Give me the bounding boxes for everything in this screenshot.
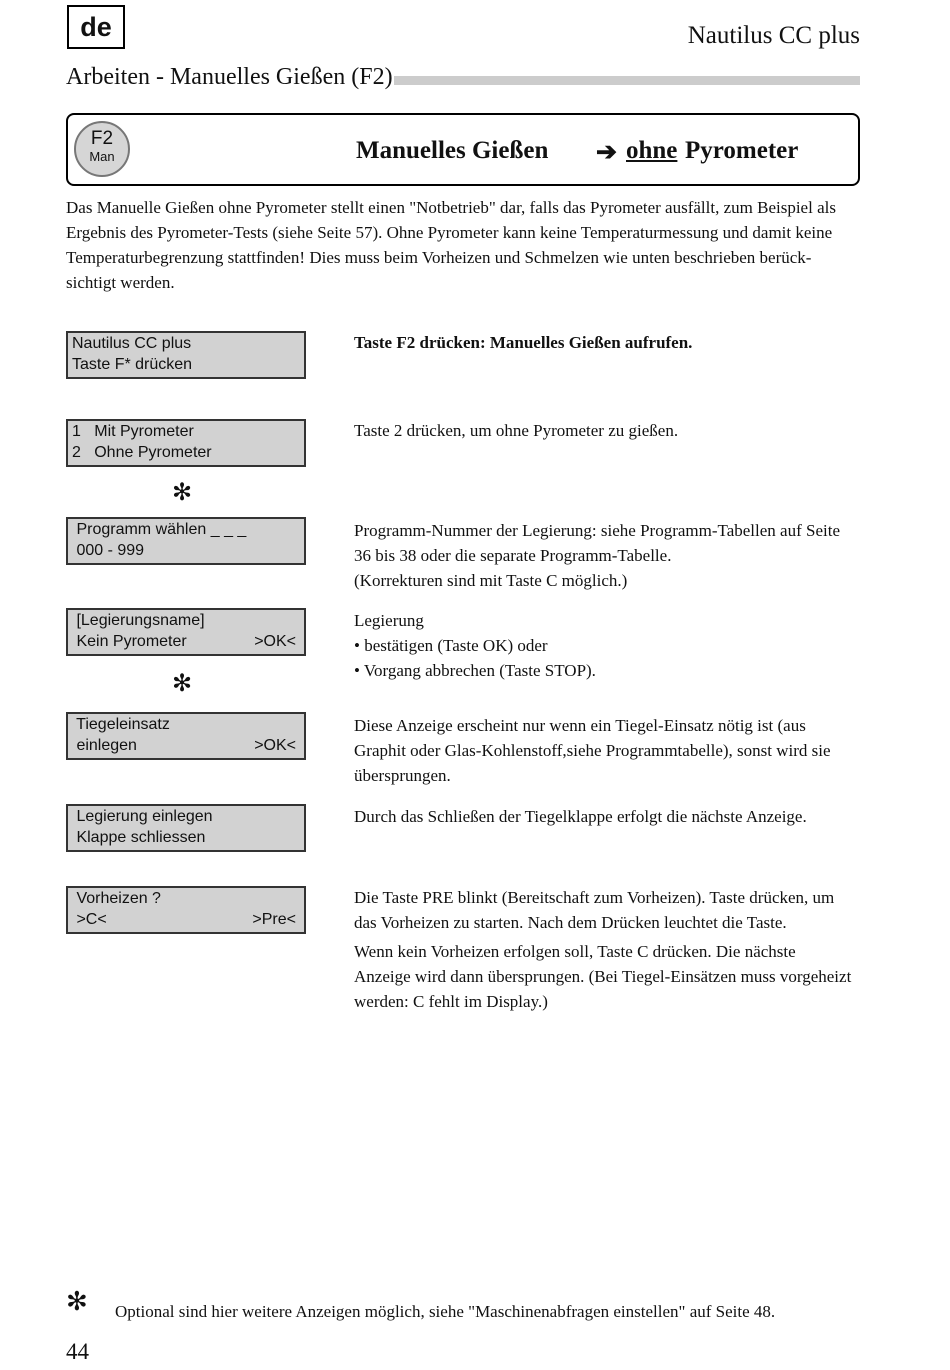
lcd-display xyxy=(66,804,306,852)
lcd-line-2 xyxy=(72,736,304,757)
f2-key-icon xyxy=(74,121,130,177)
lcd-line-1: Programm wählen _ _ _ xyxy=(72,521,247,538)
lcd-pre-prompt: >Pre< xyxy=(252,910,296,928)
optional-star-icon: ✻ xyxy=(172,669,193,697)
lcd-display xyxy=(66,886,306,934)
footnote-text: Optional sind hier weitere Anzeigen möglich, siehe "Maschinenabfragen einstellen" auf Seite 48. xyxy=(115,1302,776,1321)
lcd-ok-prompt: >OK< xyxy=(254,736,296,754)
banner-pyrometer: Pyrometer xyxy=(685,137,799,164)
desc-line: Anzeige wird dann übersprungen. (Bei Tiegel-Einsätzen muss vorgeheizt xyxy=(354,967,852,986)
lcd-line-2-text: >C< xyxy=(72,910,107,928)
step-description xyxy=(354,713,864,788)
lcd-line-2-text: Taste F* drücken xyxy=(72,355,193,373)
lcd-line-2-text: 2 Ohne Pyrometer xyxy=(72,443,212,461)
product-name: Nautilus CC plus xyxy=(687,22,860,49)
desc-line: werden: C fehlt im Display.) xyxy=(354,992,548,1011)
lcd-line-2-text: einlegen xyxy=(72,736,137,754)
footnote-star-icon: ✻ xyxy=(66,1287,88,1317)
lcd-line-2 xyxy=(72,828,304,849)
desc-line: (Korrekturen sind mit Taste C möglich.) xyxy=(354,571,628,590)
optional-star-icon: ✻ xyxy=(172,478,193,506)
step-description xyxy=(354,885,864,1014)
intro-paragraph xyxy=(66,195,866,295)
lcd-line-2 xyxy=(72,355,304,376)
lcd-line-2-text: 000 - 999 xyxy=(72,541,145,559)
key-label: F2 xyxy=(90,128,114,149)
desc-line: Programm-Nummer der Legierung: siehe Programm-Tabellen auf Seite xyxy=(354,521,840,540)
lcd-display xyxy=(66,608,306,656)
desc-line: Graphit oder Glas-Kohlenstoff,siehe Programmtabelle), sonst wird sie xyxy=(354,741,831,760)
lcd-line-2 xyxy=(72,541,304,562)
intro-line: sichtigt werden. xyxy=(66,273,175,292)
desc-line: übersprungen. xyxy=(354,766,451,785)
lcd-line-1: Tiegeleinsatz xyxy=(72,716,170,733)
banner-ohne: ohne xyxy=(626,137,678,164)
lcd-line-1: Vorheizen ? xyxy=(72,890,161,907)
intro-line: Temperaturbegrenzung stattfinden! Dies muss beim Vorheizen und Schmelzen wie unten beschrieben berück- xyxy=(66,248,812,267)
lcd-line-1: 1 Mit Pyrometer xyxy=(72,423,194,440)
lcd-line-2-text: Kein Pyrometer xyxy=(72,632,187,650)
desc-line: Die Taste PRE blinkt (Bereitschaft zum Vorheizen). Taste drücken, um xyxy=(354,888,835,907)
lcd-display xyxy=(66,712,306,760)
page-number: 44 xyxy=(66,1339,89,1364)
mode-banner xyxy=(66,113,860,186)
lcd-line-2 xyxy=(72,443,304,464)
desc-line: Durch das Schließen der Tiegelklappe erfolgt die nächste Anzeige. xyxy=(354,807,807,826)
lcd-display xyxy=(66,517,306,565)
lcd-line-2-text: Klappe schliessen xyxy=(72,828,206,846)
lcd-line-2 xyxy=(72,910,304,931)
lcd-line-1: Nautilus CC plus xyxy=(72,335,192,352)
step-description xyxy=(354,518,864,593)
desc-line: 36 bis 38 oder die separate Programm-Tabelle. xyxy=(354,546,672,565)
intro-line: Das Manuelle Gießen ohne Pyrometer stellt einen "Notbetrieb" dar, falls das Pyrometer ausfällt, zum Beispiel als xyxy=(66,198,836,217)
lcd-display xyxy=(66,419,306,467)
arrow-icon: ➔ xyxy=(596,139,617,166)
section-title: Arbeiten - Manuelles Gießen (F2) xyxy=(66,64,393,90)
desc-line: Wenn kein Vorheizen erfolgen soll, Taste C drücken. Die nächste xyxy=(354,942,796,961)
desc-line: das Vorheizen zu starten. Nach dem Drücken leuchtet die Taste. xyxy=(354,913,787,932)
intro-line: Ergebnis des Pyrometer-Tests (siehe Seite 57). Ohne Pyrometer kann keine Temperaturmessung und damit keine xyxy=(66,223,833,242)
desc-line: • bestätigen (Taste OK) oder xyxy=(354,636,548,655)
desc-line: Legierung xyxy=(354,611,424,630)
banner-title: Manuelles Gießen xyxy=(356,137,549,164)
desc-line: Diese Anzeige erscheint nur wenn ein Tiegel-Einsatz nötig ist (aus xyxy=(354,716,806,735)
lcd-display xyxy=(66,331,306,379)
lcd-line-1: [Legierungsname] xyxy=(72,612,205,629)
title-rule xyxy=(394,76,860,85)
step-description xyxy=(354,608,864,683)
language-tag: de xyxy=(67,5,125,49)
desc-line: Taste F2 drücken: Manuelles Gießen aufrufen. xyxy=(354,333,693,352)
key-sublabel: Man xyxy=(89,149,115,164)
step-description xyxy=(354,330,864,355)
lcd-line-2 xyxy=(72,632,304,653)
desc-line: • Vorgang abbrechen (Taste STOP). xyxy=(354,661,596,680)
lcd-ok-prompt: >OK< xyxy=(254,632,296,650)
step-description xyxy=(354,418,864,443)
desc-line: Taste 2 drücken, um ohne Pyrometer zu gießen. xyxy=(354,421,679,440)
step-description xyxy=(354,804,864,829)
lcd-line-1: Legierung einlegen xyxy=(72,808,213,825)
